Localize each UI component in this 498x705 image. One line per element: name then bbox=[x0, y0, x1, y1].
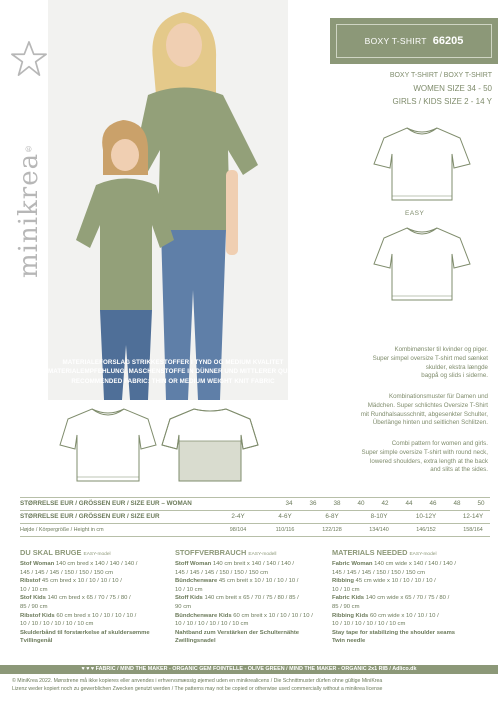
pattern-number: 66205 bbox=[432, 35, 464, 47]
women-size-cell: 38 bbox=[333, 500, 341, 507]
material-line: Stoff Woman 140 cm breit x 140 / 140 / 140 / bbox=[175, 561, 295, 567]
material-line: 85 / 90 cm bbox=[332, 603, 360, 610]
flat-sketch-back bbox=[160, 405, 260, 485]
pattern-subtitle bbox=[320, 70, 492, 108]
kids-size-label: STØRRELSE EUR / GRÖSSEN EUR / SIZE EUR bbox=[20, 513, 160, 520]
materials-title: MATERIALS NEEDED EASY-model bbox=[332, 548, 437, 557]
height-cell: 122/128 bbox=[322, 527, 342, 533]
material-line: Stof Kids 140 cm bred x 65 / 70 / 75 / 80 / bbox=[20, 595, 131, 602]
height-cell: 146/152 bbox=[416, 527, 436, 533]
height-cell: 98/104 bbox=[229, 527, 247, 533]
material-line: 10 / 10 cm bbox=[332, 586, 360, 593]
material-line: Ribbing 45 cm wide x 10 / 10 / 10 / 10 / bbox=[332, 578, 436, 585]
women-size-label: STØRRELSE EUR / GRÖSSEN EUR / SIZE EUR – WOMAN bbox=[20, 500, 192, 507]
material-line: Tvillingenål bbox=[20, 638, 53, 645]
description-english: Combi pattern for women and girls. Super simple oversize T-shirt with round neck, lowered shoulders, extra length at the back and slits at the sides. bbox=[361, 440, 488, 474]
height-cell: 134/140 bbox=[369, 527, 389, 533]
legal-line: Lizenz weder kopiert noch zu gewerblichen Zwecken genutzt werden / The patterns may not be copied or otherwise used commercially without a minikrea license bbox=[12, 686, 383, 692]
legal-line: © MiniKrea 2022. Mønstrene må ikke kopieres eller anvendes i erhvervsmæssig øjemed uden en minikrealicens / Die Schnittmuster dürfen ohne gültige MiniKrea bbox=[12, 678, 383, 684]
women-size-cell: 44 bbox=[405, 500, 413, 507]
kids-size-cell: 6-8Y bbox=[325, 513, 339, 520]
description-danish: Kombimønster til kvinder og piger. Super simpel oversize T-shirt med sænket skulder, ekstra længde bagpå og slids i siderne. bbox=[372, 346, 488, 380]
kids-size-row bbox=[20, 511, 490, 523]
easy-label: EASY bbox=[405, 210, 425, 217]
women-size-cell: 50 bbox=[477, 500, 485, 507]
materials-english bbox=[332, 548, 482, 646]
material-line: 10 / 10 cm bbox=[20, 586, 48, 593]
caption-line-german: MATERIALEMPFEHLUNG: MASCHENSTOFFE IN DÜNNER UND MITTLERER QUALITÄT bbox=[48, 368, 311, 376]
fabric-footer-bar: ♥ ♥ ♥ FABRIC / MIND THE MAKER - ORGANIC GEM FOINTELLE - OLIVE GREEN / MIND THE MAKER - ORGANIC 2x1 RIB / Adlico.dk bbox=[0, 665, 498, 674]
women-size-cell: 48 bbox=[453, 500, 461, 507]
women-size-cell: 34 bbox=[285, 500, 293, 507]
caption-line-danish: MATERIALEFORSLAG STRIKKESTOFFER I TYND OG MEDIUM KVALITET bbox=[62, 359, 284, 366]
material-line: Zwillingsnadel bbox=[175, 638, 216, 645]
height-cell: 158/164 bbox=[463, 527, 483, 533]
kids-size-cell: 4-6Y bbox=[278, 513, 292, 520]
material-line: 90 cm bbox=[175, 603, 192, 610]
kids-size-cell: 10-12Y bbox=[415, 513, 437, 520]
material-line: Stay tape for stabilizing the shoulder seams bbox=[332, 629, 456, 636]
kids-size-cell: 8-10Y bbox=[370, 513, 388, 520]
height-label: Højde / Körpergröße / Height in cm bbox=[20, 527, 104, 533]
material-line: Stof Woman 140 cm bred x 140 / 140 / 140 / bbox=[20, 561, 138, 567]
material-line: 145 / 145 / 145 / 150 / 150 / 150 cm bbox=[175, 569, 269, 576]
material-line: 10 / 10 cm bbox=[175, 586, 203, 593]
material-line: Nahtband zum Verstärken der Schulternähte bbox=[175, 629, 300, 636]
material-line: 145 / 145 / 145 / 150 / 150 / 150 cm bbox=[20, 569, 114, 576]
women-size-cell: 36 bbox=[309, 500, 317, 507]
material-line: 10 / 10 / 10 / 10 / 10 / 10 cm bbox=[175, 621, 249, 628]
height-row bbox=[20, 524, 490, 536]
material-line: Ribstof 45 cm bred x 10 / 10 / 10 / 10 / bbox=[20, 578, 122, 585]
material-line: Ribbing Kids 60 cm wide x 10 / 10 / 10 / bbox=[332, 612, 439, 619]
description-german: Kombinationsmuster für Damen und Mädchen. Super schlichtes Oversize T-Shirt mit Rundhalsausschnitt, abgesenkter Schulter, Überlänge hinten und seitlichen Schlitzen. bbox=[360, 393, 488, 427]
material-line: Bündchenware 45 cm breit x 10 / 10 / 10 / 10 / bbox=[175, 578, 299, 585]
tee-sketch-front bbox=[372, 122, 472, 204]
pattern-header bbox=[330, 18, 498, 64]
materials-title: STOFFVERBRAUCH EASY-modell bbox=[175, 548, 277, 557]
material-line: 10 / 10 / 10 / 10 / 10 / 10 cm bbox=[332, 621, 406, 628]
legal-notice bbox=[12, 677, 490, 693]
subtitle-line-kids: GIRLS / KIDS SIZE 2 - 14 Y bbox=[392, 97, 492, 106]
subtitle-line-name: BOXY T-SHIRT / BOXY T-SHIRT bbox=[389, 72, 492, 79]
fabric-recommendation-caption bbox=[48, 358, 311, 386]
brand-logo: minikrea® bbox=[14, 142, 44, 278]
material-line: Skulderbånd til forstærkelse af skuldersømme bbox=[20, 629, 150, 636]
flat-sketch-front bbox=[58, 405, 158, 485]
pattern-name: BOXY T-SHIRT bbox=[364, 36, 427, 46]
material-line: Fabric Woman 140 cm wide x 140 / 140 / 140 / bbox=[332, 561, 456, 567]
subtitle-line-women: WOMEN SIZE 34 - 50 bbox=[413, 84, 492, 93]
women-size-cell: 42 bbox=[381, 500, 389, 507]
women-size-cell: 46 bbox=[429, 500, 437, 507]
material-line: 10 / 10 / 10 / 10 / 10 / 10 cm bbox=[20, 621, 94, 628]
material-line: Bündchenware Kids 60 cm breit x 10 / 10 / 10 / 10 / bbox=[175, 612, 313, 619]
brand-strip bbox=[6, 40, 48, 280]
material-line: Stoff Kids 140 cm breit x 65 / 70 / 75 / 80 / 85 / bbox=[175, 595, 299, 602]
caption-line-english: RECOMMENDED FABRIC: THIN OR MEDIUM WEIGHT KNIT FABRIC bbox=[71, 377, 275, 385]
material-line: 145 / 145 / 145 / 150 / 150 / 150 cm bbox=[332, 569, 426, 576]
height-cell: 110/116 bbox=[275, 527, 295, 533]
material-line: Twin needle bbox=[332, 638, 366, 645]
kids-size-cell: 12-14Y bbox=[462, 513, 484, 520]
women-size-cell: 40 bbox=[357, 500, 365, 507]
model-photo bbox=[48, 0, 288, 400]
materials-title: DU SKAL BRUGE EASY-model bbox=[20, 548, 111, 557]
material-line: Ribstof Kids 60 cm bred x 10 / 10 / 10 / 10 / bbox=[20, 612, 137, 619]
material-line: 85 / 90 cm bbox=[20, 603, 48, 610]
women-size-row bbox=[20, 498, 490, 510]
table-rule-bottom bbox=[20, 536, 490, 537]
tee-sketch-easy bbox=[372, 222, 472, 304]
materials-danish bbox=[20, 548, 170, 646]
kids-size-cell: 2-4Y bbox=[231, 513, 245, 520]
star-icon bbox=[10, 40, 48, 78]
materials-german bbox=[175, 548, 325, 646]
material-line: Fabric Kids 140 cm wide x 65 / 70 / 75 / 80 / bbox=[332, 595, 450, 602]
